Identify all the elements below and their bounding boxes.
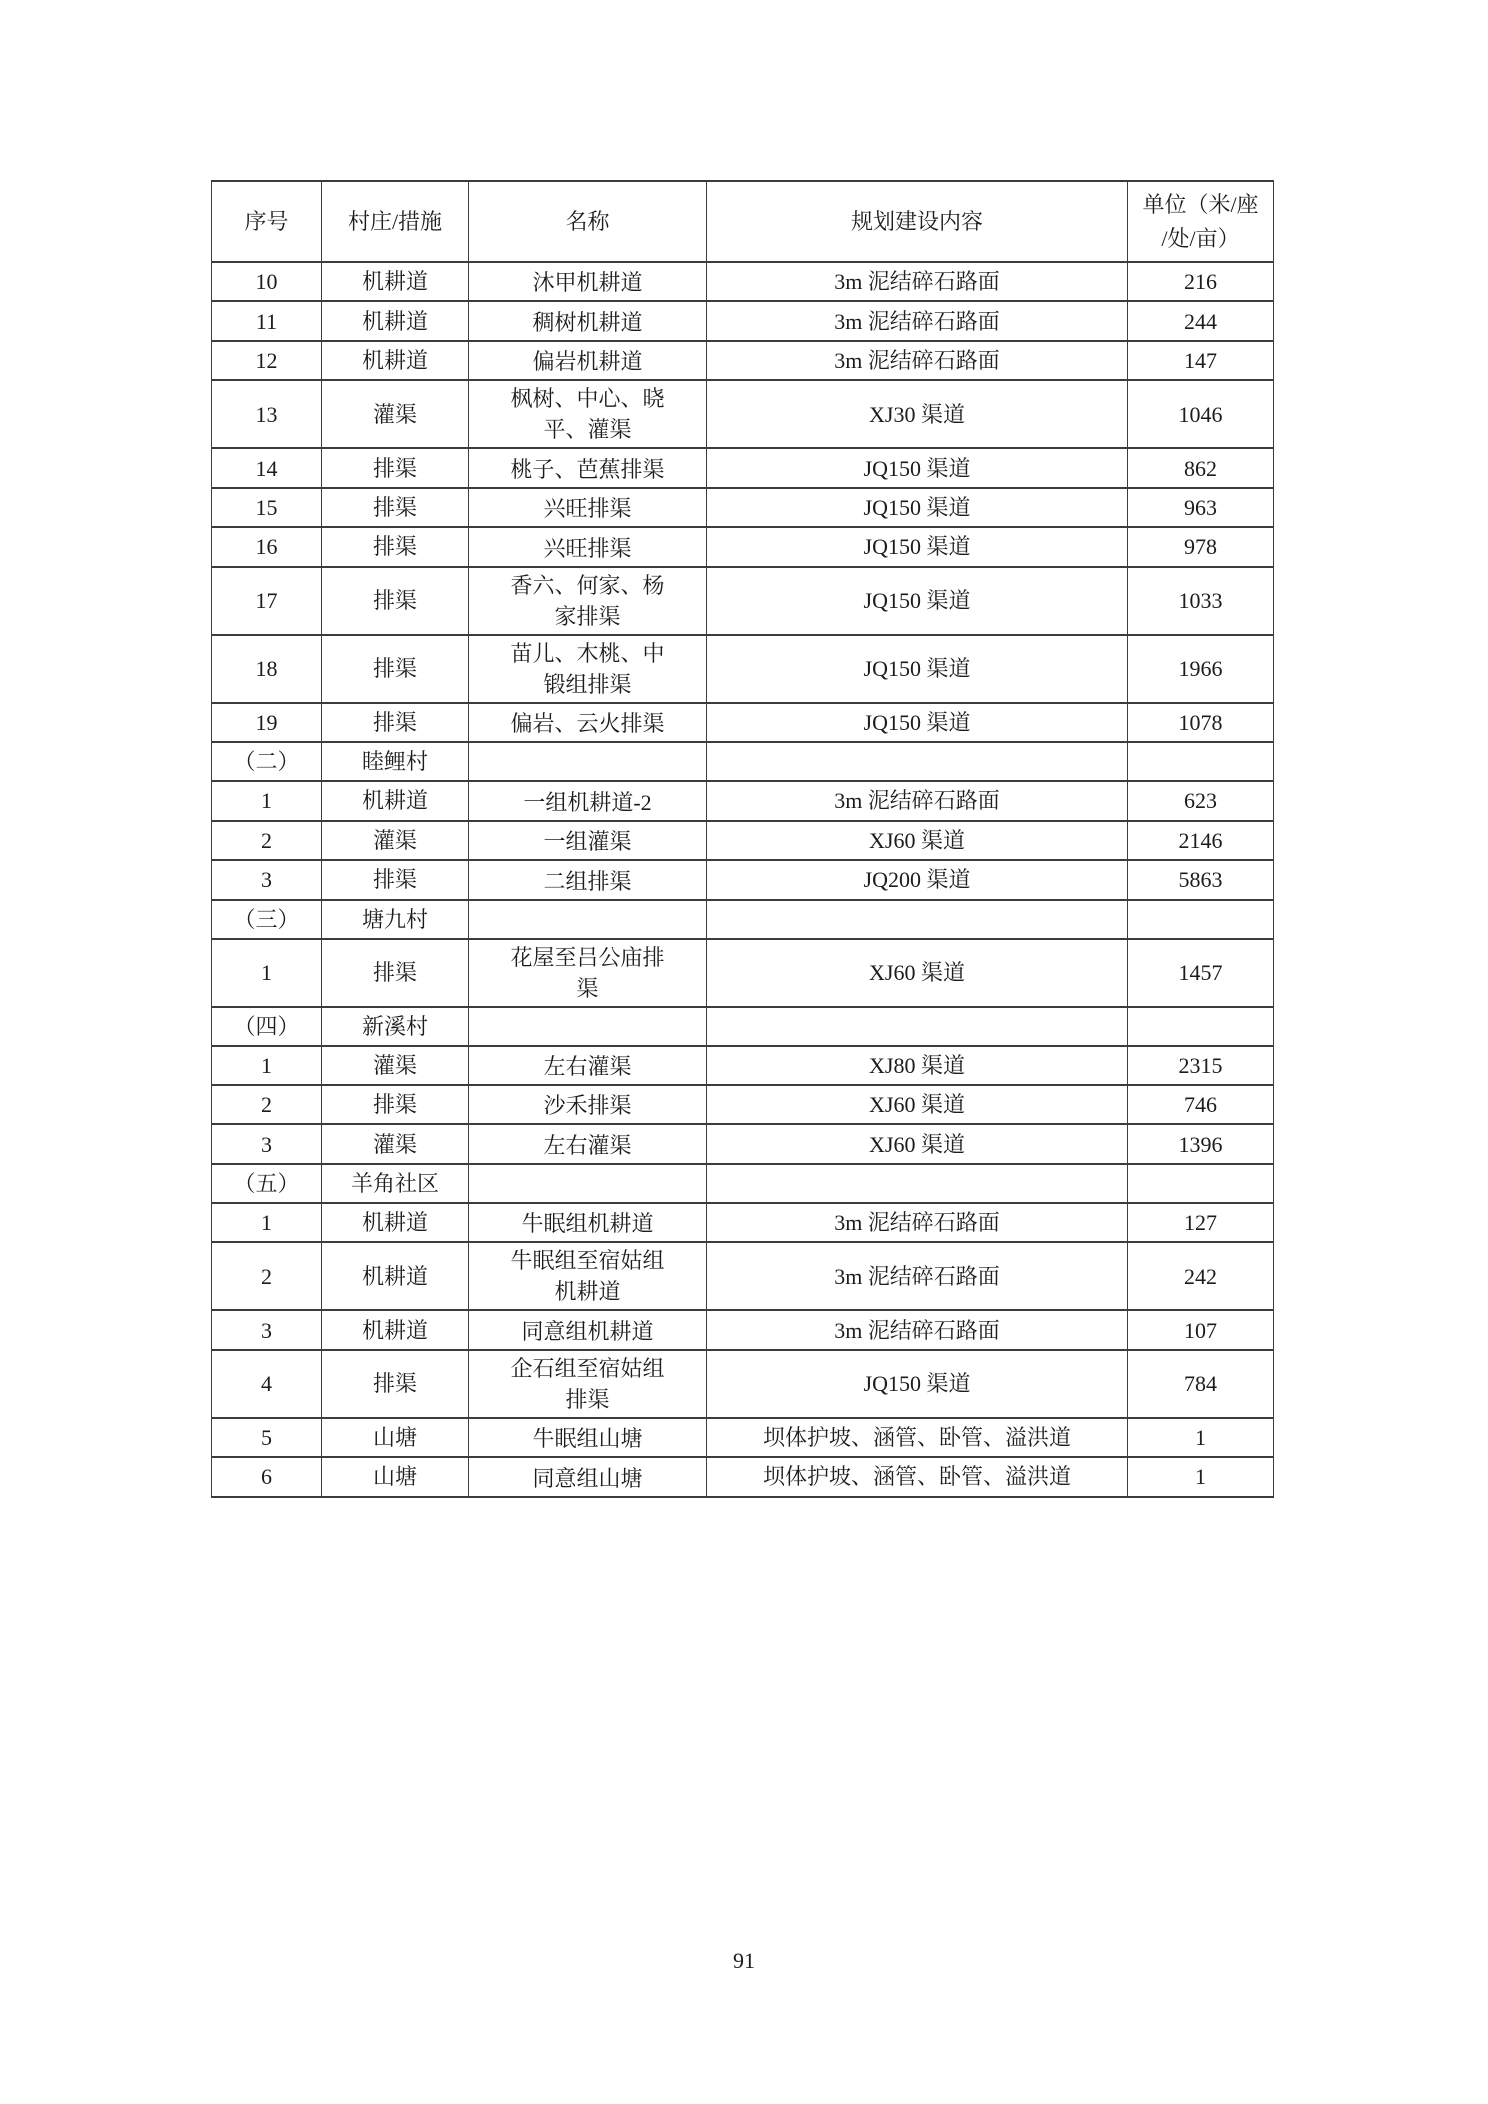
table-cell: XJ60 渠道 [707, 939, 1128, 1007]
table-row [212, 488, 1274, 527]
table-cell [1128, 900, 1274, 939]
table-cell: 17 [212, 567, 322, 635]
table-row [212, 448, 1274, 487]
table-cell: 963 [1128, 488, 1274, 527]
table-cell: JQ150 渠道 [707, 527, 1128, 566]
table-cell: 3m 泥结碎石路面 [707, 262, 1128, 301]
table-cell: 1 [1128, 1418, 1274, 1457]
facility-name: 兴旺排渠 [543, 535, 632, 561]
table-cell: 16 [212, 527, 322, 566]
table-cell: 排渠 [322, 860, 469, 899]
column-header-name: 名称 [469, 181, 707, 262]
column-header-unit-label: 单位（米/座/处/亩） [1142, 191, 1259, 251]
table-row [212, 1085, 1274, 1124]
table-cell: XJ80 渠道 [707, 1046, 1128, 1085]
table-cell: 新溪村 [322, 1007, 469, 1046]
column-header-unit [1128, 181, 1274, 262]
table-cell: XJ30 渠道 [707, 380, 1128, 448]
table-cell: 排渠 [322, 488, 469, 527]
table-cell: 746 [1128, 1085, 1274, 1124]
facility-name: 香六、何家、杨家排渠 [510, 572, 665, 629]
table-cell [469, 1418, 707, 1457]
facility-name: 桃子、芭蕉排渠 [510, 456, 665, 482]
table-cell: 19 [212, 703, 322, 742]
table-cell: 862 [1128, 448, 1274, 487]
table-cell [707, 1007, 1128, 1046]
table-cell: 机耕道 [322, 262, 469, 301]
table-cell: 623 [1128, 781, 1274, 820]
table-row [212, 860, 1274, 899]
table-cell: （二） [212, 742, 322, 781]
facility-name: 一组机耕道-2 [523, 789, 652, 815]
table-cell: 3m 泥结碎石路面 [707, 301, 1128, 340]
table-cell: 排渠 [322, 448, 469, 487]
facility-name: 左右灌渠 [543, 1132, 632, 1158]
table-cell: 山塘 [322, 1457, 469, 1496]
table-row [212, 635, 1274, 703]
plan-table [211, 180, 1274, 1498]
facility-name: 企石组至宿姑组排渠 [510, 1355, 665, 1412]
table-row [212, 1418, 1274, 1457]
table-cell [1128, 1164, 1274, 1203]
table-cell: 山塘 [322, 1418, 469, 1457]
table-cell: （三） [212, 900, 322, 939]
table-cell [469, 1350, 707, 1418]
table-cell: JQ150 渠道 [707, 635, 1128, 703]
table-cell: 12 [212, 341, 322, 380]
facility-name: 左右灌渠 [543, 1053, 632, 1079]
table-cell: 1396 [1128, 1124, 1274, 1163]
table-cell: 15 [212, 488, 322, 527]
table-cell: 3 [212, 860, 322, 899]
table-row [212, 781, 1274, 820]
table-cell: 5 [212, 1418, 322, 1457]
table-cell [469, 527, 707, 566]
table-cell: 216 [1128, 262, 1274, 301]
table-cell [469, 1007, 707, 1046]
table-cell: 3m 泥结碎石路面 [707, 1242, 1128, 1310]
table-cell [469, 301, 707, 340]
table-cell: 244 [1128, 301, 1274, 340]
table-cell: 1 [1128, 1457, 1274, 1496]
table-cell: 1 [212, 1046, 322, 1085]
table-row [212, 380, 1274, 448]
table-cell: JQ150 渠道 [707, 1350, 1128, 1418]
table-cell: 机耕道 [322, 1203, 469, 1242]
facility-name: 苗儿、木桃、中锻组排渠 [510, 640, 665, 697]
table-cell: 排渠 [322, 939, 469, 1007]
table-cell: 4 [212, 1350, 322, 1418]
table-cell [469, 1242, 707, 1310]
table-cell: 灌渠 [322, 1046, 469, 1085]
table-cell: 羊角社区 [322, 1164, 469, 1203]
table-cell: 2315 [1128, 1046, 1274, 1085]
table-row [212, 939, 1274, 1007]
table-header-row [212, 181, 1274, 262]
table-cell: 3m 泥结碎石路面 [707, 1310, 1128, 1349]
table-cell: 排渠 [322, 527, 469, 566]
facility-name: 枫树、中心、晓平、灌渠 [510, 386, 665, 443]
table-cell: 5863 [1128, 860, 1274, 899]
table-cell [469, 448, 707, 487]
table-cell: 1 [212, 939, 322, 1007]
table-row [212, 567, 1274, 635]
table-cell: JQ200 渠道 [707, 860, 1128, 899]
facility-name: 一组灌渠 [543, 829, 632, 855]
table-row [212, 1457, 1274, 1496]
facility-name: 牛眠组至宿姑组机耕道 [510, 1248, 665, 1305]
table-row [212, 1310, 1274, 1349]
column-header-plan-content: 规划建设内容 [707, 181, 1128, 262]
table-cell [469, 1124, 707, 1163]
table-cell: 灌渠 [322, 821, 469, 860]
table-cell: 机耕道 [322, 1310, 469, 1349]
table-cell [707, 900, 1128, 939]
facility-name: 花屋至吕公庙排渠 [510, 944, 665, 1001]
table-cell: 2 [212, 821, 322, 860]
table-cell: 睦鲤村 [322, 742, 469, 781]
table-cell: 灌渠 [322, 1124, 469, 1163]
table-cell [469, 900, 707, 939]
table-row [212, 1350, 1274, 1418]
table-cell [707, 742, 1128, 781]
table-cell [469, 821, 707, 860]
table-cell [469, 742, 707, 781]
table-cell [1128, 1007, 1274, 1046]
facility-name: 偏岩、云火排渠 [510, 711, 665, 737]
table-cell [469, 1203, 707, 1242]
table-cell [469, 1046, 707, 1085]
table-cell: 11 [212, 301, 322, 340]
table-cell: 107 [1128, 1310, 1274, 1349]
table-cell: 3m 泥结碎石路面 [707, 341, 1128, 380]
table-cell: 3m 泥结碎石路面 [707, 1203, 1128, 1242]
table-row [212, 1203, 1274, 1242]
table-cell: （四） [212, 1007, 322, 1046]
table-cell: 1966 [1128, 635, 1274, 703]
table-cell: 排渠 [322, 567, 469, 635]
table-cell: 14 [212, 448, 322, 487]
table-cell: 机耕道 [322, 1242, 469, 1310]
table-cell: 2 [212, 1085, 322, 1124]
table-row [212, 301, 1274, 340]
table-row [212, 703, 1274, 742]
table-cell: 978 [1128, 527, 1274, 566]
facility-name: 稠树机耕道 [532, 309, 643, 335]
table-cell: 排渠 [322, 1085, 469, 1124]
table-cell: JQ150 渠道 [707, 703, 1128, 742]
table-cell [707, 1164, 1128, 1203]
facility-name: 同意组山塘 [532, 1465, 643, 1491]
table-cell: 1033 [1128, 567, 1274, 635]
table-cell: 1 [212, 781, 322, 820]
facility-name: 二组排渠 [543, 868, 632, 894]
table-cell: 机耕道 [322, 341, 469, 380]
table-cell: 1457 [1128, 939, 1274, 1007]
table-cell [469, 567, 707, 635]
table-row [212, 527, 1274, 566]
table-cell: 6 [212, 1457, 322, 1496]
table-cell: 机耕道 [322, 781, 469, 820]
table-cell [1128, 742, 1274, 781]
table-cell: JQ150 渠道 [707, 448, 1128, 487]
table-cell: 10 [212, 262, 322, 301]
column-header-serial: 序号 [212, 181, 322, 262]
table-row [212, 262, 1274, 301]
table-cell: 机耕道 [322, 301, 469, 340]
facility-name: 兴旺排渠 [543, 496, 632, 522]
table-cell [469, 781, 707, 820]
facility-name: 同意组机耕道 [521, 1318, 654, 1344]
table-cell: 18 [212, 635, 322, 703]
table-cell [469, 1310, 707, 1349]
facility-name: 沐甲机耕道 [532, 270, 643, 296]
table-cell: 2146 [1128, 821, 1274, 860]
table-cell [469, 341, 707, 380]
table-cell: 147 [1128, 341, 1274, 380]
table-cell: 3 [212, 1310, 322, 1349]
table-cell: 13 [212, 380, 322, 448]
table-cell: JQ150 渠道 [707, 488, 1128, 527]
facility-name: 沙禾排渠 [543, 1093, 632, 1119]
table-cell: XJ60 渠道 [707, 1085, 1128, 1124]
table-cell: 3 [212, 1124, 322, 1163]
table-cell [469, 1085, 707, 1124]
table-cell: 784 [1128, 1350, 1274, 1418]
table-cell: JQ150 渠道 [707, 567, 1128, 635]
facility-name: 偏岩机耕道 [532, 349, 643, 375]
table-cell: 坝体护坡、涵管、卧管、溢洪道 [707, 1418, 1128, 1457]
table-cell: 排渠 [322, 703, 469, 742]
facility-name: 牛眠组机耕道 [521, 1211, 654, 1237]
table-cell: 127 [1128, 1203, 1274, 1242]
table-cell [469, 1457, 707, 1496]
table-cell [469, 488, 707, 527]
table-cell: 塘九村 [322, 900, 469, 939]
table-row [212, 1046, 1274, 1085]
table-row [212, 1242, 1274, 1310]
table-cell: 2 [212, 1242, 322, 1310]
table-cell: 1078 [1128, 703, 1274, 742]
table-cell: 1 [212, 1203, 322, 1242]
page-number: 91 [733, 1948, 755, 1973]
table-cell [469, 860, 707, 899]
table-row [212, 742, 1274, 781]
table-cell [469, 1164, 707, 1203]
table-row [212, 900, 1274, 939]
table-cell [469, 703, 707, 742]
table-row [212, 821, 1274, 860]
table-row [212, 1164, 1274, 1203]
table-cell: 242 [1128, 1242, 1274, 1310]
table-cell [469, 635, 707, 703]
table-cell: 坝体护坡、涵管、卧管、溢洪道 [707, 1457, 1128, 1496]
table-cell: 1046 [1128, 380, 1274, 448]
table-cell: 灌渠 [322, 380, 469, 448]
table-body [212, 262, 1274, 1497]
table-cell: 排渠 [322, 635, 469, 703]
table-cell: 3m 泥结碎石路面 [707, 781, 1128, 820]
table-cell [469, 939, 707, 1007]
table-cell: （五） [212, 1164, 322, 1203]
facility-name: 牛眠组山塘 [532, 1426, 643, 1452]
column-header-village-measure: 村庄/措施 [322, 181, 469, 262]
table-row [212, 1007, 1274, 1046]
table-cell [469, 380, 707, 448]
table-cell [469, 262, 707, 301]
table-row [212, 1124, 1274, 1163]
table-row [212, 341, 1274, 380]
table-cell: 排渠 [322, 1350, 469, 1418]
table-cell: XJ60 渠道 [707, 1124, 1128, 1163]
table-cell: XJ60 渠道 [707, 821, 1128, 860]
